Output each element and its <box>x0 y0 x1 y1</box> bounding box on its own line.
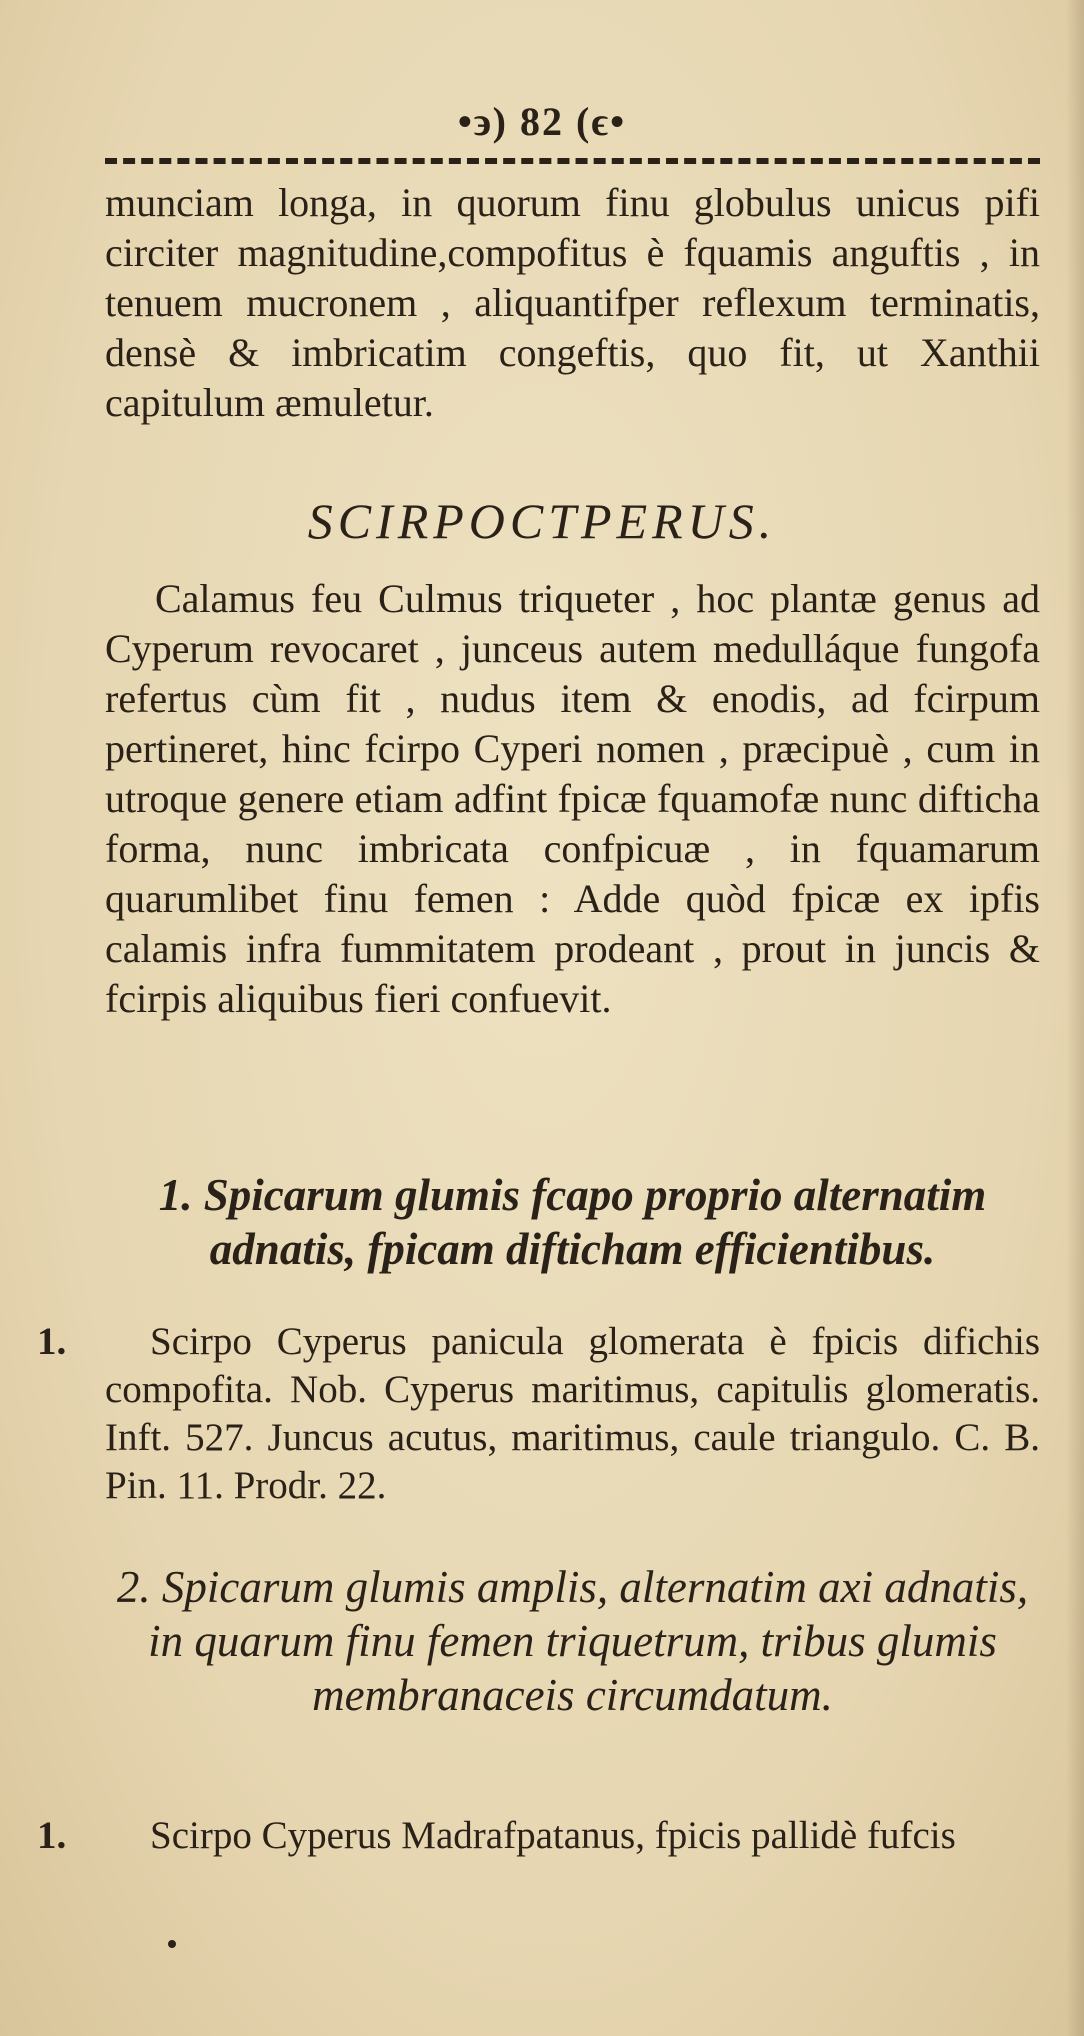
paragraph-genus-description <box>105 574 1040 1024</box>
paragraph-text: Calamus feu Culmus triqueter , hoc plantæ genus ad Cyperum revocaret , junceus autem medulláque fungofa refertus cùm fit , nudus item & enodis, ad fcirpum pertineret, hinc fcirpo Cyperi nomen , præcipuè , cum in utroque genere etiam adfint fpicæ fquamofæ nunc difticha forma, nunc imbricata confpicuæ , in fquamarum quarumlibet finu femen : Adde quòd fpicæ ex ipfis calamis infra fummitatem prodeant , prout in juncis & fcirpis aliquibus fieri confuevit. <box>105 576 1040 1021</box>
section-number: 2. <box>116 1562 151 1612</box>
header-rule <box>105 158 1040 164</box>
page-header: •϶) 82 (ϵ• <box>457 99 627 144</box>
section-heading-1 <box>105 1168 1040 1276</box>
entry-text: Scirpo Cyperus panicula glomerata è fpicis difichis compofita. Nob. Cyperus maritimus, capitulis glomeratis. Inft. 527. Juncus acutus, maritimus, caule triangulo. C. B. Pin. 11. Prodr. 22. <box>105 1320 1040 1507</box>
genus-heading: SCIRPOCTPERUS. <box>307 493 777 549</box>
section-heading-2 <box>105 1560 1040 1722</box>
paragraph-continuation <box>105 178 1040 428</box>
section-number: 1. <box>158 1170 193 1220</box>
entry-marker: 1. <box>37 1320 67 1363</box>
section-text: Spicarum glumis amplis, alternatim axi adnatis, in quarum finu femen triquetrum, tribus glumis membranaceis circumdatum. <box>148 1562 1029 1720</box>
entry-marker: 1. <box>37 1814 67 1857</box>
species-entry-2 <box>37 1812 1040 1860</box>
species-entry-1 <box>37 1318 1040 1510</box>
ink-dot <box>168 1940 176 1948</box>
entry-text: Scirpo Cyperus Madrafpatanus, fpicis pallidè fufcis <box>150 1814 956 1857</box>
paragraph-text: munciam longa, in quorum finu globulus unicus pifi circiter magnitudine,compofitus è fquamis anguftis , in tenuem mucronem , aliquantifper reflexum terminatis, densè & imbricatim congeftis, quo fit, ut Xanthii capitulum æmuletur. <box>105 180 1040 425</box>
section-text: Spicarum glumis fcapo proprio alternatim adnatis, fpicam difticham efficientibus. <box>203 1170 987 1274</box>
page-edge-shadow <box>1066 0 1084 2036</box>
